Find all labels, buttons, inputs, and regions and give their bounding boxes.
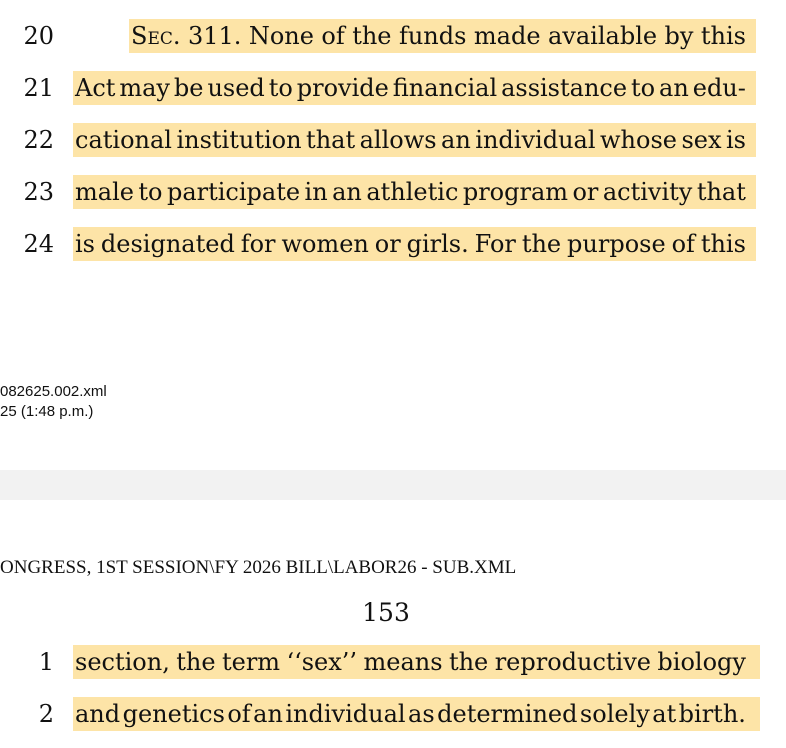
bill-text-line [75, 70, 746, 106]
line-number: 21 [23, 74, 54, 102]
word: be [173, 74, 204, 102]
word: 311. [187, 22, 242, 50]
word: used [207, 74, 265, 102]
line-number: 24 [23, 230, 54, 258]
word: genetics [122, 700, 225, 728]
word: program [462, 178, 569, 206]
line-number: 23 [23, 178, 54, 206]
word: cational [75, 126, 172, 154]
bill-text-line [75, 226, 746, 262]
word: is [75, 230, 95, 258]
word: women [281, 230, 369, 258]
word: to [631, 74, 656, 102]
word: institution [176, 126, 302, 154]
section-label: Sec. [131, 22, 181, 50]
word: girls. [406, 230, 469, 258]
word: male [75, 178, 134, 206]
word: participate [166, 178, 301, 206]
word: for [240, 230, 276, 258]
line-number: 22 [23, 126, 54, 154]
bill-text-line [131, 18, 746, 54]
word: of [227, 700, 251, 728]
word: available [548, 22, 658, 50]
word: individual [475, 126, 596, 154]
word: to [268, 74, 293, 102]
word: provide [296, 74, 389, 102]
word: of [671, 230, 695, 258]
bill-text-line [75, 644, 746, 680]
line-number: 2 [38, 700, 54, 728]
word: sex [681, 126, 722, 154]
word: the [521, 230, 562, 258]
word: of [321, 22, 345, 50]
word: and [75, 700, 121, 728]
document-header-path: ONGRESS, 1ST SESSION\FY 2026 BILL\LABOR26 - SUB.XML [0, 557, 517, 578]
word: reproductive [494, 648, 651, 676]
footer-timestamp: 25 (1:48 p.m.) [0, 403, 94, 420]
word: designated [100, 230, 235, 258]
word: birth. [678, 700, 746, 728]
word: or [572, 178, 599, 206]
word: means [363, 648, 443, 676]
line-number: 20 [23, 22, 54, 50]
word: is [726, 126, 746, 154]
footer-file-name: 082625.002.xml [0, 383, 107, 400]
word: section, [75, 648, 170, 676]
word: may [119, 74, 170, 102]
word: purpose [567, 230, 666, 258]
word: solely [579, 700, 650, 728]
bill-text-line [75, 122, 746, 158]
word: For [474, 230, 516, 258]
page-number: 153 [362, 598, 410, 627]
word: an [332, 178, 362, 206]
word: the [352, 22, 392, 50]
word: allows [359, 126, 437, 154]
word: athletic [366, 178, 459, 206]
word: an [253, 700, 283, 728]
word: an [441, 126, 471, 154]
word: an [659, 74, 689, 102]
word: individual [285, 700, 406, 728]
word: this [700, 230, 746, 258]
word: edu- [692, 74, 746, 102]
word: biology [657, 648, 746, 676]
bill-text-line [75, 174, 746, 210]
word: the [176, 648, 216, 676]
word: the [448, 648, 489, 676]
word: by [664, 22, 694, 50]
line-number: 1 [38, 648, 54, 676]
word: that [696, 178, 746, 206]
word: determined [437, 700, 578, 728]
word: Act [75, 74, 116, 102]
word: whose [600, 126, 677, 154]
word: or [374, 230, 401, 258]
word: that [306, 126, 356, 154]
word: as [408, 700, 435, 728]
word: at [652, 700, 677, 728]
word: financial [392, 74, 498, 102]
word: ‘‘sex’’ [286, 648, 358, 676]
word: this [700, 22, 746, 50]
word: to [138, 178, 163, 206]
word: in [304, 178, 328, 206]
word: funds [398, 22, 467, 50]
word: None [248, 22, 314, 50]
word: assistance [501, 74, 628, 102]
page-separator [0, 470, 786, 500]
word: activity [602, 178, 693, 206]
word: term [221, 648, 281, 676]
bill-text-line [75, 696, 746, 732]
word: made [473, 22, 541, 50]
